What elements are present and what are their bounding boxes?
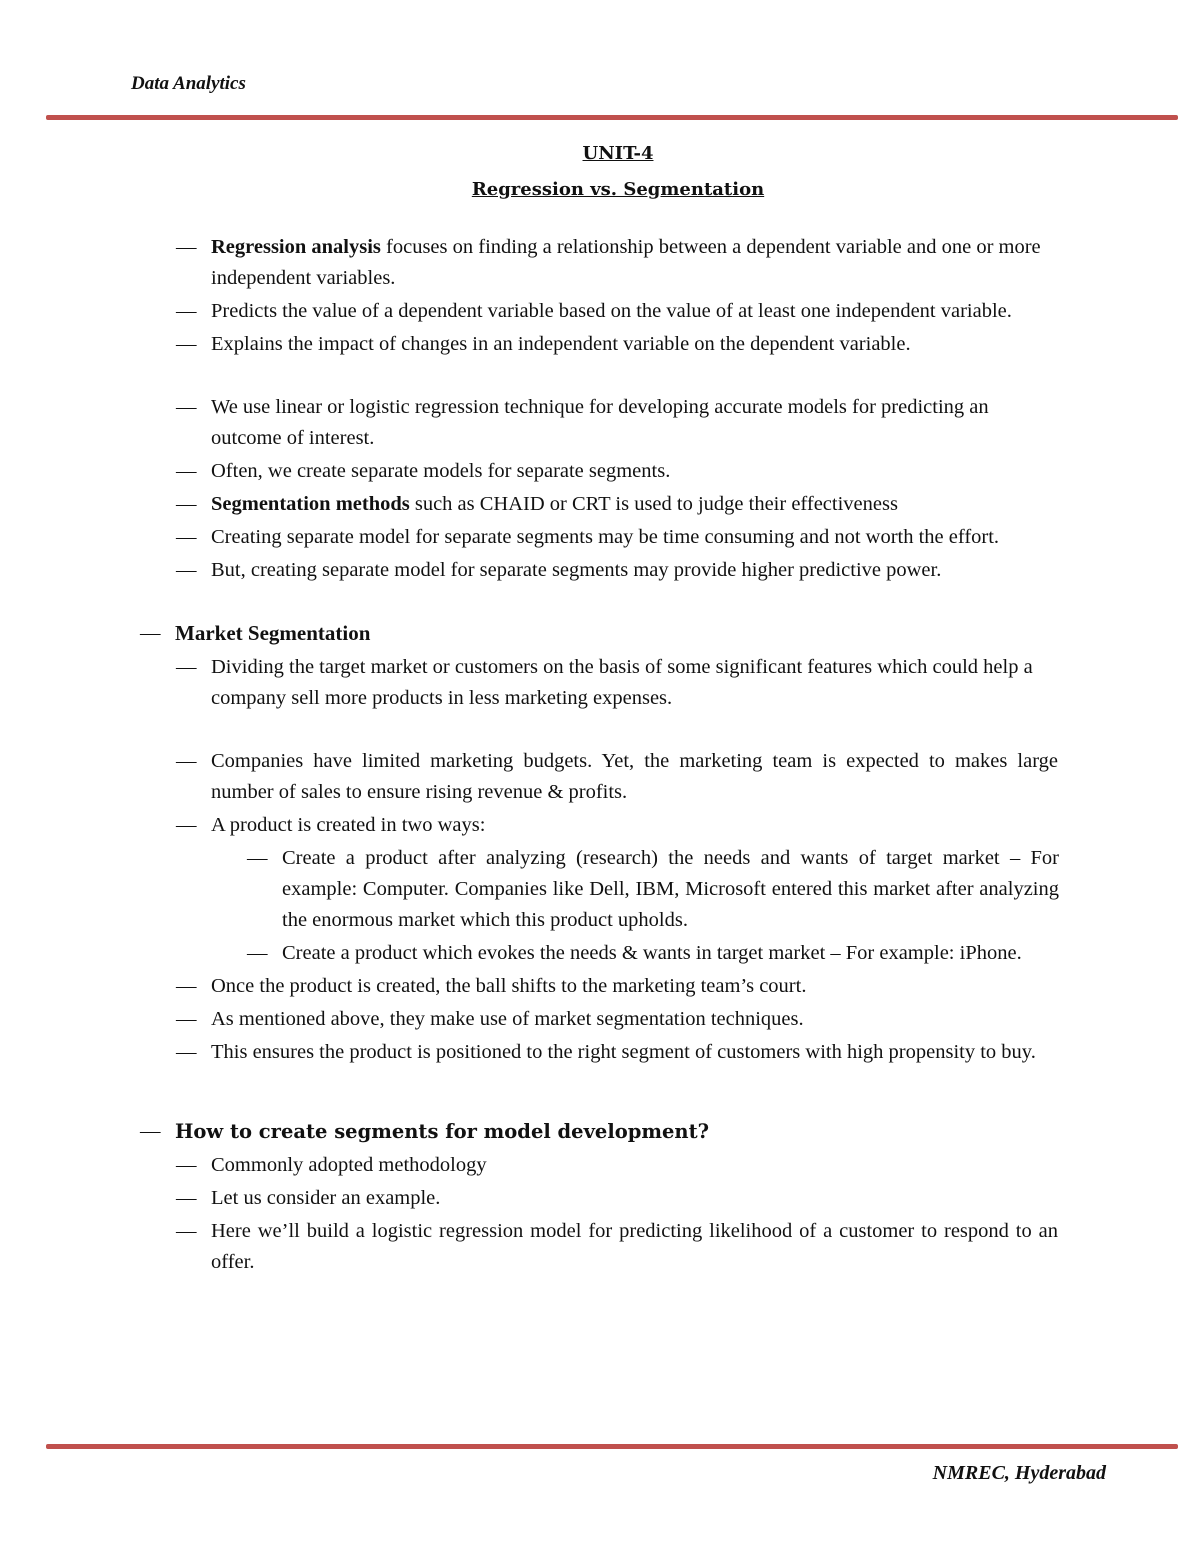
dash-bullet: — bbox=[176, 493, 197, 515]
list-item bbox=[0, 1150, 1058, 1181]
dash-bullet: — bbox=[176, 236, 197, 258]
item-text: focuses on finding a relationship between a dependent variable and one or more independent variables. bbox=[211, 236, 1041, 289]
list-item bbox=[0, 971, 1058, 1002]
item-text: such as CHAID or CRT is used to judge their effectiveness bbox=[409, 493, 898, 515]
item-text: Creating separate model for separate segments may be time consuming and not worth the effort. bbox=[211, 526, 1000, 548]
list-item bbox=[0, 456, 1058, 487]
list-item bbox=[0, 522, 1058, 553]
sub-list-item bbox=[0, 938, 1059, 969]
spacer bbox=[0, 586, 1200, 618]
item-text: Companies have limited marketing budgets. Yet, the marketing team is expected to makes large number of sales to ensure rising revenue & profits. bbox=[211, 750, 1058, 803]
page-title: Regression vs. Segmentation bbox=[471, 179, 765, 200]
dash-bullet: — bbox=[176, 559, 197, 581]
spacer bbox=[0, 360, 1200, 392]
dash-bullet: — bbox=[176, 396, 197, 418]
item-text: This ensures the product is positioned to the right segment of customers with high propensity to buy. bbox=[211, 1041, 1036, 1063]
dash-bullet: — bbox=[176, 975, 197, 997]
item-text: Create a product which evokes the needs & wants in target market – For example: iPhone. bbox=[282, 942, 1022, 964]
dash-bullet: — bbox=[176, 333, 197, 355]
list-item bbox=[0, 555, 1058, 586]
footer-rule bbox=[46, 1444, 1178, 1449]
dash-bullet: — bbox=[176, 814, 197, 836]
item-text: Let us consider an example. bbox=[211, 1187, 441, 1209]
bold-term: Segmentation methods bbox=[211, 493, 410, 515]
dash-bullet: — bbox=[247, 847, 268, 869]
dash-bullet: — bbox=[176, 1008, 197, 1030]
list-item bbox=[0, 1037, 1058, 1068]
spacer bbox=[0, 714, 1200, 746]
section-heading-item bbox=[0, 618, 1058, 650]
dash-bullet: — bbox=[176, 1154, 197, 1176]
item-text: But, creating separate model for separate segments may provide higher predictive power. bbox=[211, 559, 942, 581]
section-heading-item bbox=[0, 1116, 1058, 1148]
item-text: Dividing the target market or customers on the basis of some significant features which could help a company sell more products in less marketing expenses. bbox=[211, 656, 1033, 709]
list-item bbox=[0, 392, 1058, 454]
header-rule bbox=[46, 115, 1178, 120]
dash-bullet: — bbox=[176, 300, 197, 322]
bold-term: Regression analysis bbox=[211, 236, 381, 258]
document-body bbox=[0, 232, 1200, 1278]
list-item bbox=[0, 489, 1058, 520]
item-text: Create a product after analyzing (research) the needs and wants of target market – For example: Computer. Companies like Dell, IBM, Microsoft entered this market after analyzing the enormous market which this product upholds. bbox=[282, 847, 1059, 931]
item-text: Predicts the value of a dependent variable based on the value of at least one independent variable. bbox=[211, 300, 1012, 322]
dash-bullet: — bbox=[247, 942, 268, 964]
footer-text: NMREC, Hyderabad bbox=[932, 1462, 1106, 1484]
item-text: We use linear or logistic regression technique for developing accurate models for predicting an outcome of interest. bbox=[211, 396, 989, 449]
header-title: Data Analytics bbox=[131, 73, 246, 94]
dash-bullet: — bbox=[176, 656, 197, 678]
item-text: Once the product is created, the ball shifts to the marketing team’s court. bbox=[211, 975, 807, 997]
dash-bullet: — bbox=[176, 750, 197, 772]
dash-bullet: — bbox=[176, 1220, 197, 1242]
section-heading: Market Segmentation bbox=[175, 621, 371, 645]
list-item bbox=[0, 1183, 1058, 1214]
item-text: Explains the impact of changes in an independent variable on the dependent variable. bbox=[211, 333, 911, 355]
list-item bbox=[0, 746, 1058, 808]
list-item bbox=[0, 296, 1058, 327]
item-text: Here we’ll build a logistic regression model for predicting likelihood of a customer to respond to an offer. bbox=[211, 1220, 1058, 1273]
item-text: As mentioned above, they make use of market segmentation techniques. bbox=[211, 1008, 804, 1030]
list-item bbox=[0, 1216, 1058, 1278]
dash-bullet: — bbox=[176, 1187, 197, 1209]
item-text: A product is created in two ways: bbox=[211, 814, 486, 836]
section-heading: How to create segments for model development? bbox=[175, 1120, 710, 1143]
list-item bbox=[0, 652, 1058, 714]
spacer bbox=[0, 1068, 1200, 1116]
dash-bullet: — bbox=[140, 622, 161, 644]
item-text: Commonly adopted methodology bbox=[211, 1154, 487, 1176]
list-item bbox=[0, 810, 1058, 841]
list-item bbox=[0, 232, 1058, 294]
dash-bullet: — bbox=[176, 526, 197, 548]
unit-title: UNIT-4 bbox=[582, 143, 654, 164]
list-item bbox=[0, 329, 1058, 360]
dash-bullet: — bbox=[176, 460, 197, 482]
dash-bullet: — bbox=[176, 1041, 197, 1063]
dash-bullet: — bbox=[140, 1120, 161, 1142]
item-text: Often, we create separate models for separate segments. bbox=[211, 460, 671, 482]
sub-list-item bbox=[0, 843, 1059, 936]
title-block bbox=[0, 136, 1200, 208]
list-item bbox=[0, 1004, 1058, 1035]
